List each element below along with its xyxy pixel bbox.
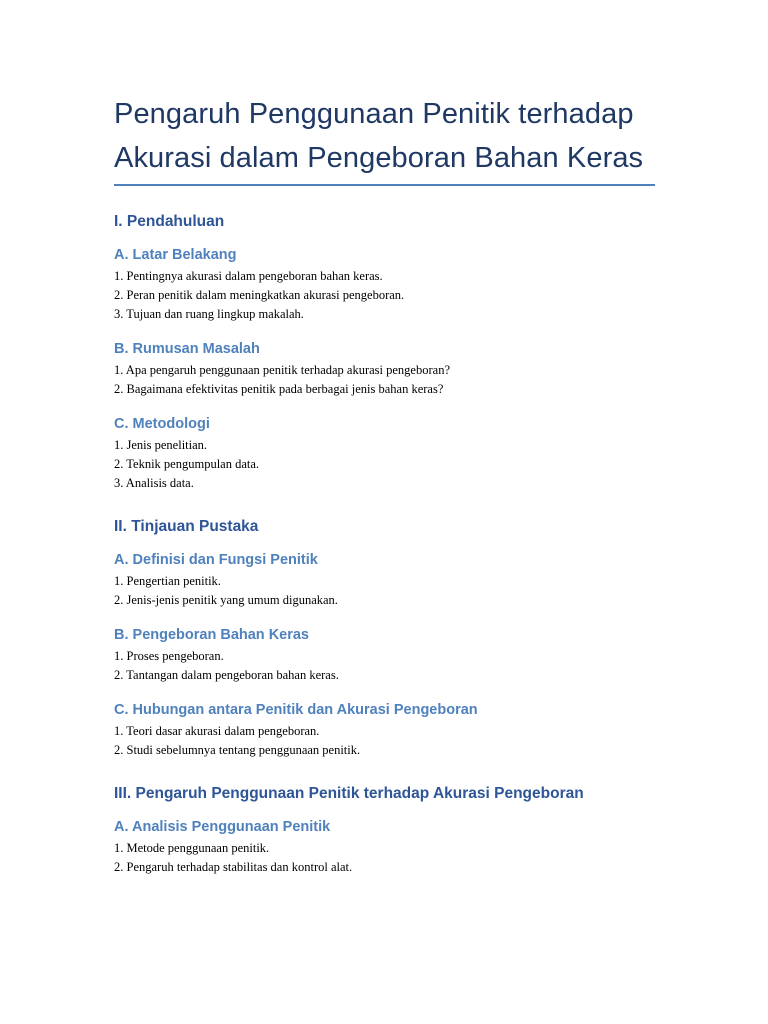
list-item: 1. Teori dasar akurasi dalam pengeboran. xyxy=(114,724,320,738)
subsection-heading: A. Definisi dan Fungsi Penitik xyxy=(114,552,318,568)
subsection-heading: C. Metodologi xyxy=(114,416,210,432)
title-line-1: Pengaruh Penggunaan Penitik terhadap xyxy=(114,98,634,130)
document-page xyxy=(114,92,656,893)
list-item: 1. Pengertian penitik. xyxy=(114,574,221,588)
subsection-pengeboran-bahan-keras xyxy=(114,626,656,685)
section-pengaruh-penggunaan-penitik xyxy=(114,784,656,877)
subsection-analisis-penggunaan-penitik xyxy=(114,818,656,877)
subsection-metodologi xyxy=(114,415,656,493)
subsection-hubungan-penitik-akurasi xyxy=(114,701,656,760)
subsection-heading: B. Rumusan Masalah xyxy=(114,341,260,357)
list-item: 1. Metode penggunaan penitik. xyxy=(114,841,270,855)
section-heading: III. Pengaruh Penggunaan Penitik terhadap Akurasi Pengeboran xyxy=(114,785,584,802)
list-item: 2. Bagaimana efektivitas penitik pada berbagai jenis bahan keras? xyxy=(114,382,444,396)
subsection-definisi-fungsi-penitik xyxy=(114,551,656,610)
section-heading: I. Pendahuluan xyxy=(114,213,225,230)
list-item: 2. Teknik pengumpulan data. xyxy=(114,457,260,471)
list-item: 3. Analisis data. xyxy=(114,476,194,490)
subsection-heading: A. Analisis Penggunaan Penitik xyxy=(114,819,331,835)
list-item: 2. Studi sebelumnya tentang penggunaan penitik. xyxy=(114,743,361,757)
title-line-2: Akurasi dalam Pengeboran Bahan Keras xyxy=(114,142,644,174)
subsection-rumusan-masalah xyxy=(114,340,656,399)
list-item: 2. Jenis-jenis penitik yang umum digunakan. xyxy=(114,593,338,607)
subsection-heading: A. Latar Belakang xyxy=(114,247,237,263)
list-item: 3. Tujuan dan ruang lingkup makalah. xyxy=(114,307,304,321)
list-item: 2. Tantangan dalam pengeboran bahan keras. xyxy=(114,668,339,682)
section-heading: II. Tinjauan Pustaka xyxy=(114,518,259,535)
subsection-heading: B. Pengeboran Bahan Keras xyxy=(114,627,309,643)
list-item: 1. Jenis penelitian. xyxy=(114,438,208,452)
list-item: 2. Peran penitik dalam meningkatkan akurasi pengeboran. xyxy=(114,288,405,302)
list-item: 1. Proses pengeboran. xyxy=(114,649,224,663)
title-underline xyxy=(114,184,655,186)
document-title xyxy=(114,92,656,184)
list-item: 1. Apa pengaruh penggunaan penitik terhadap akurasi pengeboran? xyxy=(114,363,450,377)
subsection-heading: C. Hubungan antara Penitik dan Akurasi Pengeboran xyxy=(114,702,478,718)
list-item: 2. Pengaruh terhadap stabilitas dan kontrol alat. xyxy=(114,860,353,874)
section-tinjauan-pustaka xyxy=(114,517,656,760)
subsection-latar-belakang xyxy=(114,246,656,324)
section-pendahuluan xyxy=(114,212,656,493)
list-item: 1. Pentingnya akurasi dalam pengeboran bahan keras. xyxy=(114,269,383,283)
